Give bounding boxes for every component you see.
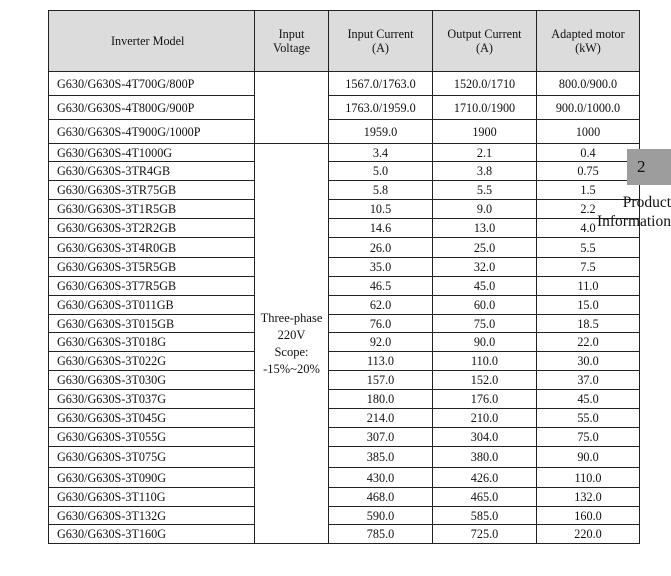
cell-inverter-model: G630/G630S-3T090G [49, 468, 255, 488]
table-row [49, 72, 640, 96]
cell-inverter-model: G630/G630S-3T5R5GB [49, 258, 255, 277]
cell-adapted-motor: 37.0 [537, 371, 640, 390]
header-output-current [433, 11, 537, 72]
cell-output-current: 2.1 [433, 144, 537, 162]
header-input-voltage [255, 11, 329, 72]
section-label-line2: Information [596, 213, 671, 230]
cell-inverter-model: G630/G630S-3T132G [49, 507, 255, 525]
cell-output-current: 426.0 [433, 468, 537, 488]
cell-input-current: 214.0 [329, 409, 433, 428]
cell-output-current: 725.0 [433, 525, 537, 544]
cell-inverter-model: G630/G630S-3T7R5GB [49, 277, 255, 296]
table-row [49, 162, 640, 181]
table-row [49, 352, 640, 371]
cell-adapted-motor: 220.0 [537, 525, 640, 544]
table-row [49, 238, 640, 258]
table-row [49, 144, 640, 162]
cell-adapted-motor: 0.4 [537, 144, 640, 162]
cell-output-current: 465.0 [433, 488, 537, 507]
table-row [49, 315, 640, 333]
header-adapted-motor-line2: (kW) [575, 41, 601, 55]
cell-input-current: 3.4 [329, 144, 433, 162]
cell-inverter-model: G630/G630S-4T700G/800P [49, 72, 255, 96]
table-row [49, 447, 640, 468]
table-row [49, 296, 640, 315]
cell-adapted-motor: 30.0 [537, 352, 640, 371]
header-input-current-line1: Input Current [347, 27, 414, 41]
cell-adapted-motor: 4.0 [537, 219, 640, 238]
cell-input-current: 385.0 [329, 447, 433, 468]
cell-adapted-motor: 75.0 [537, 428, 640, 447]
cell-adapted-motor: 55.0 [537, 409, 640, 428]
cell-input-current: 113.0 [329, 352, 433, 371]
cell-input-voltage-group2 [255, 144, 329, 544]
header-adapted-motor [537, 11, 640, 72]
cell-adapted-motor: 11.0 [537, 277, 640, 296]
header-input-voltage-line2: Voltage [272, 41, 310, 55]
header-input-current-line2: (A) [372, 41, 389, 55]
cell-inverter-model: G630/G630S-4T800G/900P [49, 96, 255, 120]
cell-input-current: 785.0 [329, 525, 433, 544]
cell-adapted-motor: 22.0 [537, 333, 640, 352]
cell-adapted-motor: 132.0 [537, 488, 640, 507]
cell-inverter-model: G630/G630S-3T1R5GB [49, 200, 255, 219]
cell-input-current: 10.5 [329, 200, 433, 219]
cell-inverter-model: G630/G630S-3T030G [49, 371, 255, 390]
cell-input-current: 1763.0/1959.0 [329, 96, 433, 120]
table-row [49, 200, 640, 219]
cell-input-current: 46.5 [329, 277, 433, 296]
input-voltage-line: 220V [277, 327, 306, 342]
cell-adapted-motor: 900.0/1000.0 [537, 96, 640, 120]
cell-output-current: 1520.0/1710 [433, 72, 537, 96]
section-number-tab: 2 [627, 149, 671, 185]
table-row [49, 333, 640, 352]
cell-input-current: 157.0 [329, 371, 433, 390]
header-output-current-line2: (A) [476, 41, 493, 55]
table-row [49, 219, 640, 238]
input-voltage-line: Three-phase [260, 310, 323, 325]
cell-input-current: 468.0 [329, 488, 433, 507]
table-row [49, 525, 640, 544]
cell-inverter-model: G630/G630S-4T900G/1000P [49, 120, 255, 144]
cell-output-current: 152.0 [433, 371, 537, 390]
cell-inverter-model: G630/G630S-4T1000G [49, 144, 255, 162]
cell-inverter-model: G630/G630S-3T015GB [49, 315, 255, 333]
cell-output-current: 45.0 [433, 277, 537, 296]
cell-inverter-model: G630/G630S-3TR4GB [49, 162, 255, 181]
cell-input-current: 14.6 [329, 219, 433, 238]
cell-adapted-motor: 160.0 [537, 507, 640, 525]
cell-adapted-motor: 1000 [537, 120, 640, 144]
table-row [49, 390, 640, 409]
cell-inverter-model: G630/G630S-3T045G [49, 409, 255, 428]
cell-inverter-model: G630/G630S-3T011GB [49, 296, 255, 315]
cell-output-current: 9.0 [433, 200, 537, 219]
cell-output-current: 1710.0/1900 [433, 96, 537, 120]
cell-adapted-motor: 90.0 [537, 447, 640, 468]
cell-input-current: 62.0 [329, 296, 433, 315]
cell-input-current: 1959.0 [329, 120, 433, 144]
cell-input-current: 307.0 [329, 428, 433, 447]
table-row [49, 468, 640, 488]
cell-input-current: 5.0 [329, 162, 433, 181]
header-output-current-line1: Output Current [447, 27, 522, 41]
cell-adapted-motor: 7.5 [537, 258, 640, 277]
cell-output-current: 3.8 [433, 162, 537, 181]
cell-inverter-model: G630/G630S-3T4R0GB [49, 238, 255, 258]
cell-inverter-model: G630/G630S-3T022G [49, 352, 255, 371]
cell-output-current: 176.0 [433, 390, 537, 409]
table-row [49, 488, 640, 507]
header-input-voltage-line1: Input [278, 27, 305, 41]
cell-inverter-model: G630/G630S-3TR75GB [49, 181, 255, 200]
cell-input-current: 5.8 [329, 181, 433, 200]
cell-output-current: 90.0 [433, 333, 537, 352]
cell-output-current: 380.0 [433, 447, 537, 468]
inverter-spec-table [48, 10, 640, 544]
cell-adapted-motor: 18.5 [537, 315, 640, 333]
cell-inverter-model: G630/G630S-3T055G [49, 428, 255, 447]
cell-input-current: 430.0 [329, 468, 433, 488]
cell-inverter-model: G630/G630S-3T018G [49, 333, 255, 352]
section-label-line1: Product [622, 194, 671, 211]
cell-output-current: 1900 [433, 120, 537, 144]
header-adapted-motor-line1: Adapted motor [551, 27, 625, 41]
cell-output-current: 5.5 [433, 181, 537, 200]
table-row [49, 96, 640, 120]
input-voltage-line: Scope: [274, 344, 309, 359]
cell-adapted-motor: 110.0 [537, 468, 640, 488]
cell-output-current: 110.0 [433, 352, 537, 371]
cell-inverter-model: G630/G630S-3T075G [49, 447, 255, 468]
table-row [49, 507, 640, 525]
table-row [49, 371, 640, 390]
cell-input-current: 35.0 [329, 258, 433, 277]
cell-output-current: 25.0 [433, 238, 537, 258]
cell-output-current: 13.0 [433, 219, 537, 238]
cell-output-current: 210.0 [433, 409, 537, 428]
cell-adapted-motor: 5.5 [537, 238, 640, 258]
cell-input-current: 92.0 [329, 333, 433, 352]
cell-output-current: 585.0 [433, 507, 537, 525]
header-inverter-model: Inverter Model [49, 11, 255, 72]
cell-adapted-motor: 45.0 [537, 390, 640, 409]
cell-input-current: 26.0 [329, 238, 433, 258]
cell-input-current: 76.0 [329, 315, 433, 333]
cell-inverter-model: G630/G630S-3T110G [49, 488, 255, 507]
cell-adapted-motor: 0.75 [537, 162, 640, 181]
cell-adapted-motor: 800.0/900.0 [537, 72, 640, 96]
table-body [49, 72, 640, 544]
table-row [49, 277, 640, 296]
cell-output-current: 75.0 [433, 315, 537, 333]
cell-inverter-model: G630/G630S-3T2R2GB [49, 219, 255, 238]
table-row [49, 120, 640, 144]
cell-adapted-motor: 2.2 [537, 200, 640, 219]
table-row [49, 428, 640, 447]
cell-adapted-motor: 1.5 [537, 181, 640, 200]
cell-input-current: 1567.0/1763.0 [329, 72, 433, 96]
cell-output-current: 60.0 [433, 296, 537, 315]
cell-input-voltage-group1 [255, 72, 329, 144]
table-row [49, 258, 640, 277]
cell-input-current: 180.0 [329, 390, 433, 409]
section-label [584, 193, 671, 231]
table-row [49, 181, 640, 200]
cell-output-current: 32.0 [433, 258, 537, 277]
table-header-row [49, 11, 640, 72]
input-voltage-line: -15%~20% [263, 361, 320, 376]
cell-adapted-motor: 15.0 [537, 296, 640, 315]
header-input-current [329, 11, 433, 72]
cell-inverter-model: G630/G630S-3T037G [49, 390, 255, 409]
cell-output-current: 304.0 [433, 428, 537, 447]
cell-input-current: 590.0 [329, 507, 433, 525]
cell-inverter-model: G630/G630S-3T160G [49, 525, 255, 544]
table-row [49, 409, 640, 428]
